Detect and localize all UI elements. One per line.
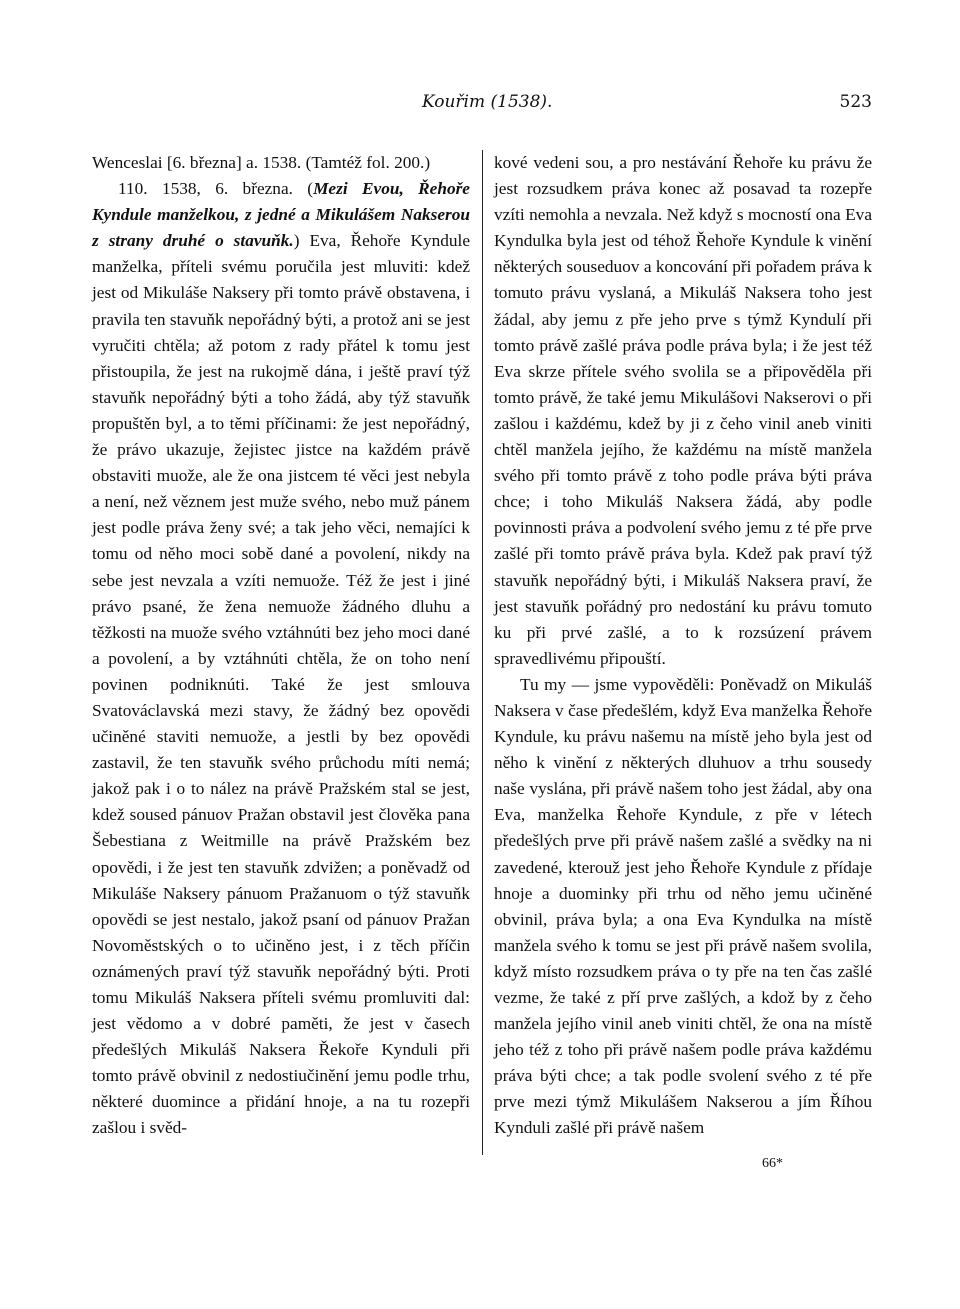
verdict-paragraph: Tu my — jsme vypověděli: Poněvadž on Mikuláš Naksera v čase předešlém, když Eva manželka Řehoře Kyndule, ku právu našemu na místě jeho byla jest od něho k vinění z některých dluhuov a trhu sousedy naše vyslána, při právě našem toho jest žádal, aby ona Eva, manželka Řehoře Kyndule, z pře v létech předešlých prve při právě našem zašlé a svědky na ni zavedené, kterouž jest jeho Řehoře Kyndule z přídaje hnoje a duominky při trhu od něho jemu učiněné obvinil, práva byla; a ona Eva Kyndulka na místě manžela svého k tomu se jest při právě našem svolila, když místo rozsudkem práva o ty pře na ten čas zašlé vezme, že také z pří prve zašlých, a kdož by z čeho manžela jejího vinil aneb viniti chtěl, že ona na místě jeho též z toho při právě našem podle práva každému práva býti chce; a tak podle svolení svého z té pře prve mezi týmž Mikulášem Nakserou a jím Říhou Kynduli zašlé při právě našem: [494, 674, 872, 1138]
left-column: [92, 150, 470, 1142]
running-title: Kouřim (1538).: [422, 92, 553, 112]
signature-mark: 66*: [762, 1156, 783, 1171]
column-divider: [482, 150, 483, 1155]
page-number: 523: [839, 92, 872, 112]
entry-lead: 110. 1538, 6. března. (: [118, 179, 314, 199]
page-header: [92, 92, 872, 124]
citation-paragraph: Wenceslai [6. března] a. 1538. (Tamtéž fol. 200.): [92, 153, 431, 172]
entry-summary: Mezi Evou, Řehoře Kyndule manželkou, z jedné a Mikulášem Nakserou z strany druhé o stavuňk.: [92, 179, 470, 251]
entry-body: ) Eva, Řehoře Kyndule manželka, příteli svému poručila jest mluviti: kdež jest od Mikuláše Naksery při tomto právě obstavena, i pravila ten stavuňk nepořádný býti, a protož ani se jest vyručiti chtěla; až potom z rady přátel k tomu jest přistoupila, že jest na rukojmě dána, i ještě praví týž stavuňk nepořádný býti a toho žádá, aby týž stavuňk propuštěn byl, a to těmi příčinami: že jest nepořádný, že právo ukazuje, žejistec jistce na každém právě obstaviti muože, ale že ona jistcem té věci jest nebyla a není, než věznem jest muže svého, nebo muž pánem jest podle práva ženy své; a tak jeho věci, nemajíci k tomu od něho moci sobě dané a povolení, nikdy na sebe jest nevzala a vzíti nemuože. Též že jest i jiné právo psané, že žena nemuože žádného dluhu a těžkosti na muože svého vztáhnúti bez jeho moci dané a povolení, a by vztáhnúti chtěla, že on toho není povinen podniknúti. Také že jest smlouva Svatováclavská mezi stavy, že žádný bez opovědi učiněné staviti nemuože, a jestli by bez opovědi zastavil, že ten stavuňk svého průchodu míti nemá; jakož pak i o to nález na právě Pražském stal se jest, kdež soused pánuov Pražan obstavil jest člověka pana Šebestiana z Weitmille na právě Pražském bez opovědi, i že jest ten stavuňk zdvižen; a poněvadž od Mikuláše Naksery pánuom Pražanuom o týž stavuňk opovědi se jest nestalo, jakož psaní od pánuov Pražan Novoměstských o to učiněno jest, i z těch příčin oznámených praví týž stavuňk nepořádný býti. Proti tomu Mikuláš Naksera příteli svému promluviti dal: jest vědomo a v dobré paměti, že jest v časech předešlých Mikuláš Naksera Řekoře Kynduli při tomto právě obvinil z nedostiučinění jemu podle trhu, některé duomince a přidání hnoje, a na tu rozepři zašlou i svěd-: [92, 231, 470, 1138]
entry-110-paragraph: [92, 176, 470, 1141]
right-column: [494, 150, 872, 1142]
continuation-paragraph: kové vedeni sou, a pro nestávání Řehoře ku právu že jest rozsudkem práva konec až posavad ta rozepře vzíti nemohla a nevzala. Než když s mocností ona Eva Kyndulka byla jest od téhož Řehoře Kyndule k vinění některých souseduov a koncování při pořadem práva k tomuto právu vyslaná, a Mikuláš Naksera toho jest žádal, aby jemu z pře jeho prve s týmž Kyndulí při tomto právě zašlé práva podle práva byla; i že jest též Eva skrze přítele svého svolila se a připověděla při tomto právě, že také jemu Mikulášovi Nakserovi o při zašlou i každému, kdež by ji z čeho vinil aneb viniti chtěl manžela jejího, že každému na místě manžela svého při tomto právě z toho podle práva býti práva chce; i toho Mikuláš Naksera žádá, aby podle povinnosti práva a podvolení svého jemu z té pře prve zašlé při tomto právě práva byla. Kdež pak praví týž stavuňk nepořádný býti, i Mikuláš Naksera praví, že jest stavuňk pořádný pro nedostání ku právu tomuto ku při prvé zašlé, a to k rozsúzení právem spravedlivému připouští.: [494, 153, 872, 668]
